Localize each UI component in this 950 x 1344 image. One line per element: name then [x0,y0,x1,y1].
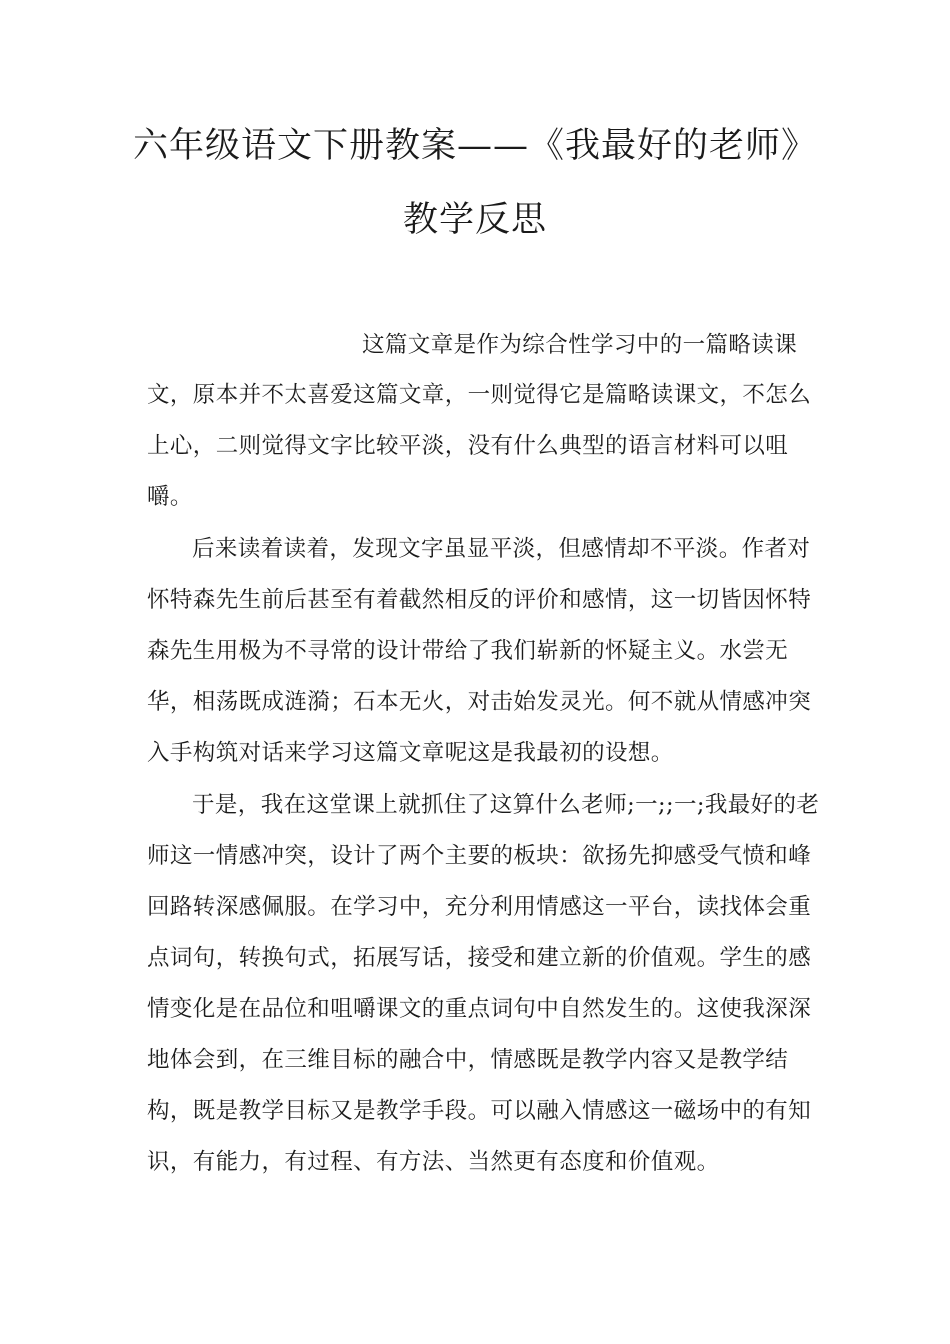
body-line-7: 森先生用极为不寻常的设计带给了我们崭新的怀疑主义。水尝无 [147,638,789,664]
document-title-line-2: 教学反思 [402,200,547,240]
body-line-5: 后来读着读着，发现文字虽显平淡，但感情却不平淡。作者对 [192,536,811,562]
body-line-15: 地体会到，在三维目标的融合中，情感既是教学内容又是教学结 [147,1047,789,1073]
body-line-2: 文，原本并不太喜爱这篇文章，一则觉得它是篇略读课文，不怎么 [147,382,812,408]
body-line-17: 识，有能力，有过程、有方法、当然更有态度和价值观。 [147,1149,720,1175]
body-line-12: 回路转深感佩服。在学习中，充分利用情感这一平台，读找体会重 [147,894,812,920]
body-line-11: 师这一情感冲突，设计了两个主要的板块：欲扬先抑感受气愤和峰 [147,843,812,869]
body-line-8: 华，相荡既成涟漪；石本无火，对击始发灵光。何不就从情感冲突 [147,689,812,715]
body-line-4: 嚼。 [147,484,193,510]
body-line-9: 入手构筑对话来学习这篇文章呢这是我最初的设想。 [147,740,674,766]
body-line-6: 怀特森先生前后甚至有着截然相反的评价和感情，这一切皆因怀特 [147,587,812,613]
body-line-16: 构，既是教学目标又是教学手段。可以融入情感这一磁场中的有知 [147,1098,812,1124]
body-line-13: 点词句，转换句式，拓展写话，接受和建立新的价值观。学生的感 [147,945,812,971]
document-title-line-1: 六年级语文下册教案——《我最好的老师》 [132,126,817,166]
body-line-14: 情变化是在品位和咀嚼课文的重点词句中自然发生的。这使我深深 [147,996,812,1022]
body-line-10: 于是，我在这堂课上就抓住了这算什么老师;一;;一;我最好的老 [192,792,820,818]
body-line-1: 这篇文章是作为综合性学习中的一篇略读课 [362,332,798,358]
body-line-3: 上心，二则觉得文字比较平淡，没有什么典型的语言材料可以咀 [147,433,789,459]
